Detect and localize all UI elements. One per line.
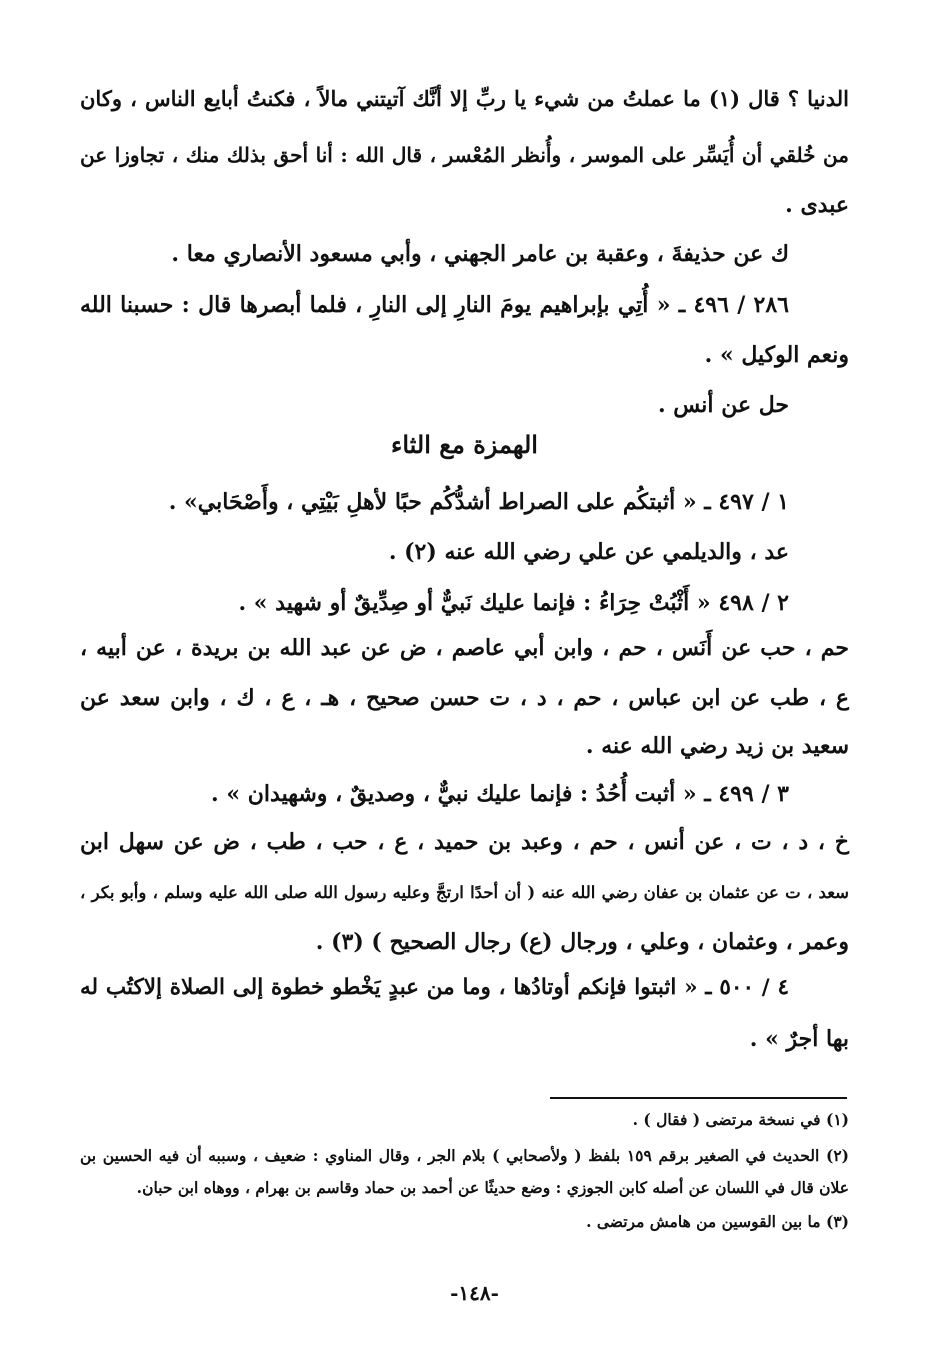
page-number: -١٤٨- xyxy=(450,1281,499,1305)
footnote: (٣) ما بين القوسين من هامش مرتضى . xyxy=(586,1212,849,1231)
text-line: ١ / ٤٩٧ ـ « أثبتكُم على الصراط أشدُّكُم حبًا لأهلِ بَيْتِي ، وأَصْحَابي» . xyxy=(168,489,789,515)
footnote: (١) في نسخة مرتضى ( فقال ) . xyxy=(632,1110,849,1129)
text-line: خ ، د ، ت ، عن أنس ، حم ، وعبد بن حميد ، ع ، حب ، طب ، ض عن سهل ابن xyxy=(80,829,849,855)
text-line: سعد ، ت عن عثمان بن عفان رضي الله عنه ( أن أحدًا ارتجَّ وعليه رسول الله صلى الله عليه وسلم ، وأبو بكر ، xyxy=(80,883,849,902)
text-line: ٢ / ٤٩٨ « أَثْبُتْ حِرَاءُ : فإنما عليك نَبيٌّ أو صِدِّيقٌ أو شهيد » . xyxy=(238,590,789,616)
text-line: عد ، والديلمي عن علي رضي الله عنه (٢) . xyxy=(388,539,789,565)
footnote: علان قال في اللسان عن أصله كابن الجوزي : وضع حديثًا عن أحمد بن حماد وقاسم بن بهرام ، ووهاه ابن حبان. xyxy=(136,1178,849,1197)
footnote: (٢) الحديث في الصغير برقم ١٥٩ بلفظ ( ولأصحابي ) بلام الجر ، وقال المناوي : ضعيف ، وسببه أن فيه الحسين بن xyxy=(80,1146,849,1165)
text-line: عبدى . xyxy=(785,192,849,218)
text-line: سعيد بن زيد رضي الله عنه . xyxy=(585,733,849,759)
text-line: حم ، حب عن أَنَس ، حم ، وابن أبي عاصم ، ض عن عبد الله بن بريدة ، عن أبيه ، xyxy=(80,635,849,661)
text-line: ع ، طب عن ابن عباس ، حم ، د ، ت حسن صحيح ، هـ ، ع ، ك ، وابن سعد عن xyxy=(80,685,849,711)
footnote-divider xyxy=(550,1097,847,1099)
text-line: بها أجرٌ » . xyxy=(749,1026,849,1052)
text-line: حل عن أنس . xyxy=(657,392,789,418)
text-line: الدنيا ؟ قال (١) ما عملتُ من شيء يا ربِّ إلا أنَّك آتيتني مالاً ، فكنتُ أبايع الناس ، وكان xyxy=(80,86,850,111)
text-line: ٣ / ٤٩٩ ـ « أثبت أُحُدُ : فإنما عليك نبيٌّ ، وصديقٌ ، وشهيدان » . xyxy=(211,781,789,807)
text-line: ٤ / ٥٠٠ ـ « اثبتوا فإنكم أوتادُها ، وما من عبدٍ يَخْطو خطوة إلى الصلاة إلاكتُب له xyxy=(80,975,789,1000)
text-line: ك عن حذيفةَ ، وعقبة بن عامر الجهني ، وأبي مسعود الأنصاري معا . xyxy=(171,241,789,267)
text-line: من خُلقي أن أُيَسِّر على الموسر ، وأُنظر المُعْسر ، قال الله : أنا أحق بذلك منك ، تجاوزا عن xyxy=(80,143,849,167)
section-heading: الهمزة مع الثاء xyxy=(391,430,538,459)
text-line: ونعم الوكيل » . xyxy=(704,342,849,368)
text-line: ٢٨٦ / ٤٩٦ ـ « أُتِي بإبراهيم يومَ النارِ إلى النارِ ، فلما أبصرها قال : حسبنا الله xyxy=(80,292,789,318)
text-line: وعمر ، وعثمان ، وعلي ، ورجال (ع) رجال الصحيح ) (٣) . xyxy=(315,929,849,955)
